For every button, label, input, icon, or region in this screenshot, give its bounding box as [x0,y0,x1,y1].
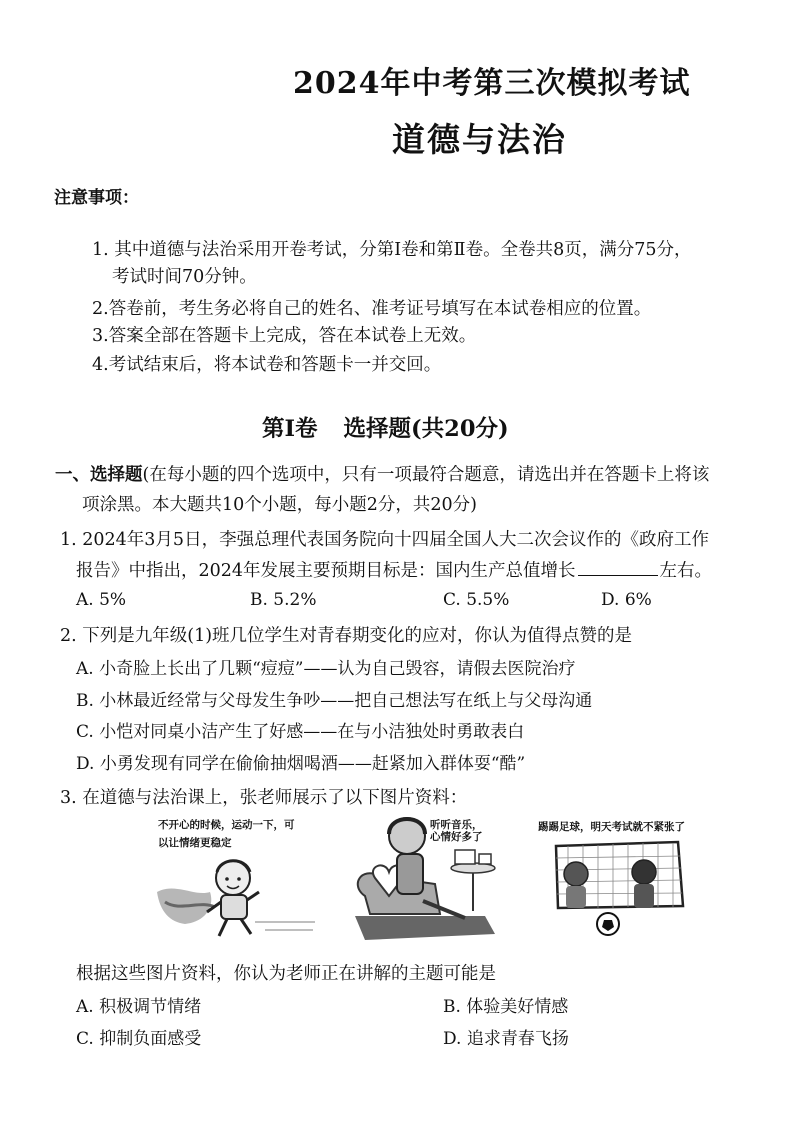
q3-option-a: A. 积极调节情绪 [76,997,202,1017]
notice-item-1-cont: 考试时间70分钟。 [112,267,257,287]
notice-item-4: 4.考试结束后，将本试卷和答题卡一并交回。 [92,355,442,375]
seat-base [355,916,495,940]
picture-3-caption: 踢踢足球，明天考试就不紧张了 [538,821,685,833]
ground-lines [255,922,315,930]
boy-left-body [566,886,586,908]
q1-option-a: A. 5% [76,590,127,610]
child-eye-right [237,877,241,881]
boy-right-body [634,884,654,908]
section-name: 选择题(共20分) [343,416,509,442]
q2-option-a: A. 小奇脸上长出了几颗“痘痘”——认为自己毁容，请假去医院治疗 [76,659,576,679]
q3-stem: 3. 在道德与法治课上，张老师展示了以下图片资料： [60,788,468,808]
q3-prompt: 根据这些图片资料，你认为老师正在讲解的主题可能是 [76,964,496,984]
child-leg-left [219,919,227,936]
section-title [262,411,509,443]
q1-stem-line1: 1. 2024年3月5日，李强总理代表国务院向十四届全国人大二次会议作的《政府工作 [60,530,710,550]
notice-item-1: 1. 其中道德与法治采用开卷考试，分第Ⅰ卷和第Ⅱ卷。全卷共8页，满分75分， [92,240,692,260]
running-child-illustration [155,852,320,942]
picture-2-caption-line2: 心情好多了 [430,831,483,843]
q1-stem-line2 [76,557,712,582]
q1-answer-blank [578,561,658,576]
part-one-label: 一、选择题 [55,465,143,485]
football-illustration [548,836,693,940]
q1-option-b: B. 5.2% [250,590,317,610]
subject-title: 道德与法治 [392,120,567,159]
notice-item-3: 3.答案全部在答题卡上完成，答在本试卷上无效。 [92,326,477,346]
q1-option-d: D. 6% [601,590,652,610]
q1-stem-after: 左右。 [659,561,713,581]
q3-option-d: D. 追求青春飞扬 [443,1029,569,1049]
q2-option-c: C. 小恺对同桌小洁产生了好感——在与小洁独处时勇敢表白 [76,722,525,742]
notice-heading: 注意事项： [54,188,139,208]
child-body [221,895,247,919]
q2-stem: 2. 下列是九年级(1)班几位学生对青春期变化的应对，你认为值得点赞的是 [60,626,633,646]
picture-2-caption-line1: 听听音乐， [430,819,483,831]
picture-1-caption-line1: 不开心的时候，运动一下，可 [158,819,295,831]
q2-option-d: D. 小勇发现有同学在偷偷抽烟喝酒——赶紧加入群体耍“酷” [76,754,526,774]
q3-option-c: C. 抑制负面感受 [76,1029,202,1049]
notice-item-2: 2.答卷前，考生务必将自己的姓名、准考证号填写在本试卷相应的位置。 [92,299,652,319]
picture-1-caption-line2: 以让情绪更稳定 [158,837,232,849]
part-one-instructions [55,461,709,486]
q3-option-b: B. 体验美好情感 [443,997,569,1017]
part-one-desc-2: 项涂黑。本大题共10个小题，每小题2分，共20分) [82,495,477,515]
boy-left-head [564,862,588,886]
q1-stem-before: 报告》中指出，2024年发展主要预期目标是：国内生产总值增长 [76,561,576,581]
exam-title: 2024年中考第三次模拟考试 [293,66,691,101]
boy-right-head [632,860,656,884]
child-arm-right [247,892,259,900]
girl-body [397,854,423,894]
q2-option-b: B. 小林最近经常与父母发生争吵——把自己想法写在纸上与父母沟通 [76,691,593,711]
cup-icon [479,854,491,864]
part-one-desc-1: (在每小题的四个选项中，只有一项最符合题意，请选出并在答题卡上将该 [142,465,710,485]
child-leg-right [241,919,251,934]
section-volume: 第Ⅰ卷 [262,416,318,442]
music-player-icon [455,850,475,864]
child-eye-left [225,877,229,881]
q1-option-c: C. 5.5% [443,590,510,610]
